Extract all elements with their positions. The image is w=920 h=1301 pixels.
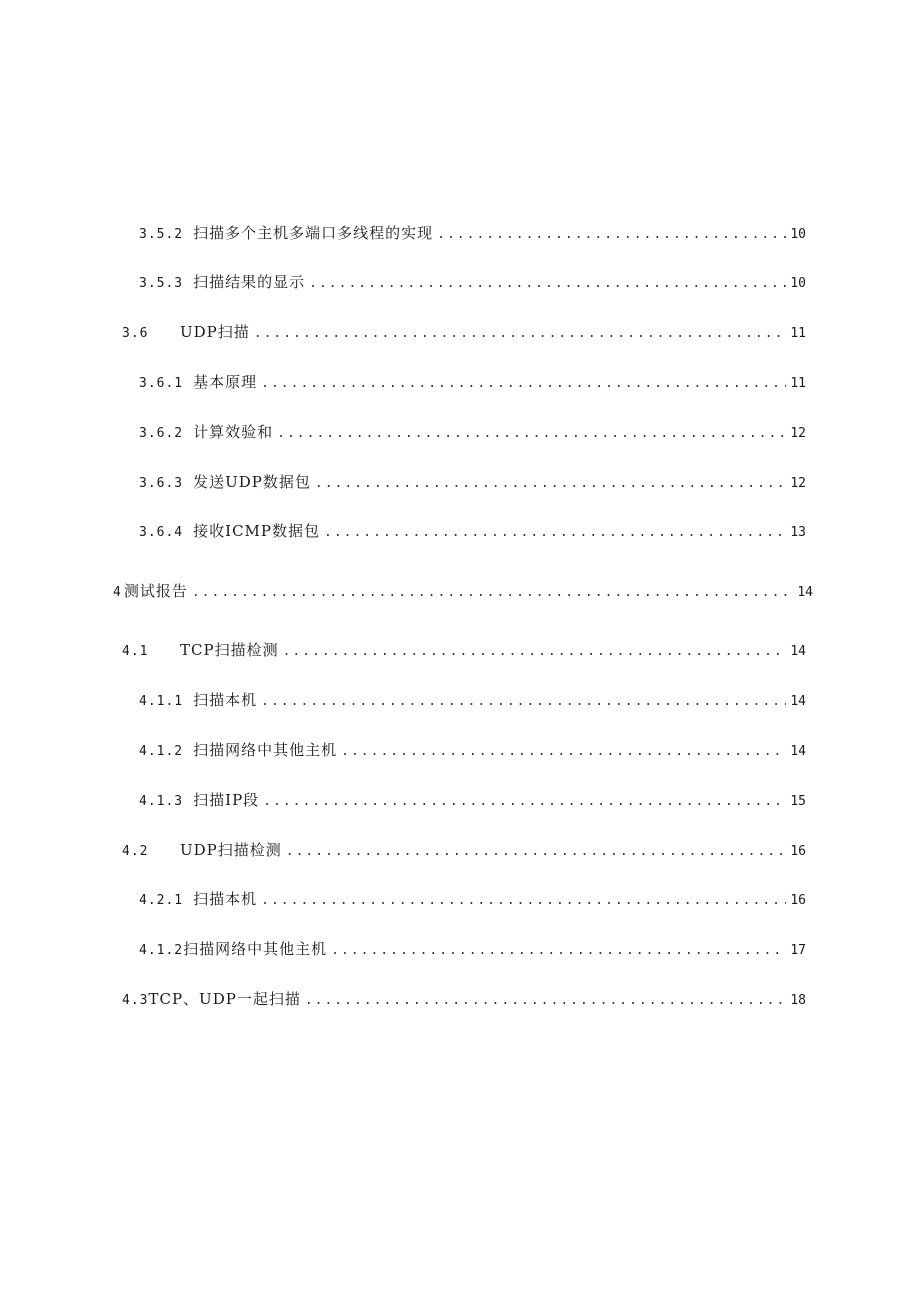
toc-entry-title: 扫描本机 [193,890,258,908]
toc-entry-number: 3.6.2 [139,426,184,441]
toc-entry-page: 14 [790,644,806,659]
dot-leader [437,224,786,246]
toc-entry-3-6[interactable] [122,321,806,343]
toc-entry-page: 14 [790,694,806,709]
toc-entry-title: TCP、UDP一起扫描 [148,990,301,1008]
toc-entry-number: 3.5.2 [139,227,184,242]
toc-entry-3-6-2[interactable] [139,421,806,443]
dot-leader [315,473,786,495]
toc-entry-number: 3.6.4 [139,525,184,540]
toc-entry-number: 4.1.2 [139,943,184,958]
dot-leader [263,791,786,813]
dot-leader [309,273,786,295]
toc-entry-4-1-1[interactable] [139,689,806,711]
toc-entry-4-1-3[interactable] [139,789,806,811]
dot-leader [305,990,787,1012]
toc-entry-4-1-2[interactable] [139,739,806,761]
toc-entry-number: 4.2 [122,844,149,859]
toc-entry-4-2-1[interactable] [139,888,806,910]
toc-entry-page: 11 [790,376,806,391]
toc-entry-number: 4 [113,585,122,600]
toc-entry-page: 10 [790,276,806,291]
toc-entry-title: 基本原理 [193,373,258,391]
toc-entry-number: 4.1.3 [139,794,184,809]
toc-entry-3-6-4[interactable] [139,520,806,542]
dot-leader [324,522,786,544]
toc-entry-number: 3.5.3 [139,276,184,291]
toc-entry-page: 15 [790,794,806,809]
toc-entry-number: 3.6 [122,326,149,341]
toc-entry-page: 11 [790,326,806,341]
dot-leader [261,691,786,713]
toc-entry-3-6-3[interactable] [139,471,806,493]
toc-entry-title: 扫描本机 [193,691,258,709]
toc-entry-number: 3.6.1 [139,376,184,391]
dot-leader [261,373,786,395]
toc-entry-title: TCP扫描检测 [180,641,279,659]
dot-leader [277,423,786,445]
toc-entry-page: 16 [790,893,806,908]
toc-entry-4-2[interactable] [122,839,806,861]
dot-leader [254,323,787,345]
dot-leader [331,940,786,962]
toc-entry-number: 4.2.1 [139,893,184,908]
toc-entry-number: 4.1 [122,644,149,659]
toc-entry-title: 测试报告 [123,582,188,600]
toc-entry-title: 接收ICMP数据包 [193,522,320,540]
toc-entry-page: 16 [790,844,806,859]
dot-leader [261,890,786,912]
dot-leader [286,841,787,863]
toc-entry-number: 3.6.3 [139,476,184,491]
dot-leader [192,582,794,604]
toc-entry-title: 发送UDP数据包 [193,473,311,491]
toc-entry-4-1-2-dup[interactable] [139,938,806,960]
toc-entry-page: 17 [790,943,806,958]
toc-entry-number: 4.1.1 [139,694,184,709]
toc-entry-page: 13 [790,525,806,540]
toc-entry-number: 4.3 [122,993,149,1008]
toc-entry-title: UDP扫描 [180,323,250,341]
toc-entry-4-3[interactable] [122,988,806,1010]
toc-entry-title: 扫描IP段 [193,791,260,809]
toc-entry-title: UDP扫描检测 [180,841,282,859]
toc-entry-page: 12 [790,426,806,441]
toc-entry-page: 10 [790,227,806,242]
toc-entry-page: 14 [797,585,813,600]
toc-entry-title: 计算效验和 [193,423,274,441]
dot-leader [283,641,787,663]
toc-entry-4[interactable] [113,580,813,602]
dot-leader [341,741,786,763]
toc-entry-title: 扫描网络中其他主机 [183,940,328,958]
toc-entry-title: 扫描结果的显示 [193,273,306,291]
toc-entry-page: 12 [790,476,806,491]
toc-entry-page: 18 [790,993,806,1008]
toc-entry-4-1[interactable] [122,639,806,661]
toc-entry-title: 扫描多个主机多端口多线程的实现 [193,224,434,242]
toc-entry-page: 14 [790,744,806,759]
toc-entry-3-6-1[interactable] [139,371,806,393]
toc-entry-3-5-3[interactable] [139,271,806,293]
toc-entry-number: 4.1.2 [139,744,184,759]
toc-entry-title: 扫描网络中其他主机 [193,741,338,759]
toc-entry-3-5-2[interactable] [139,222,806,244]
